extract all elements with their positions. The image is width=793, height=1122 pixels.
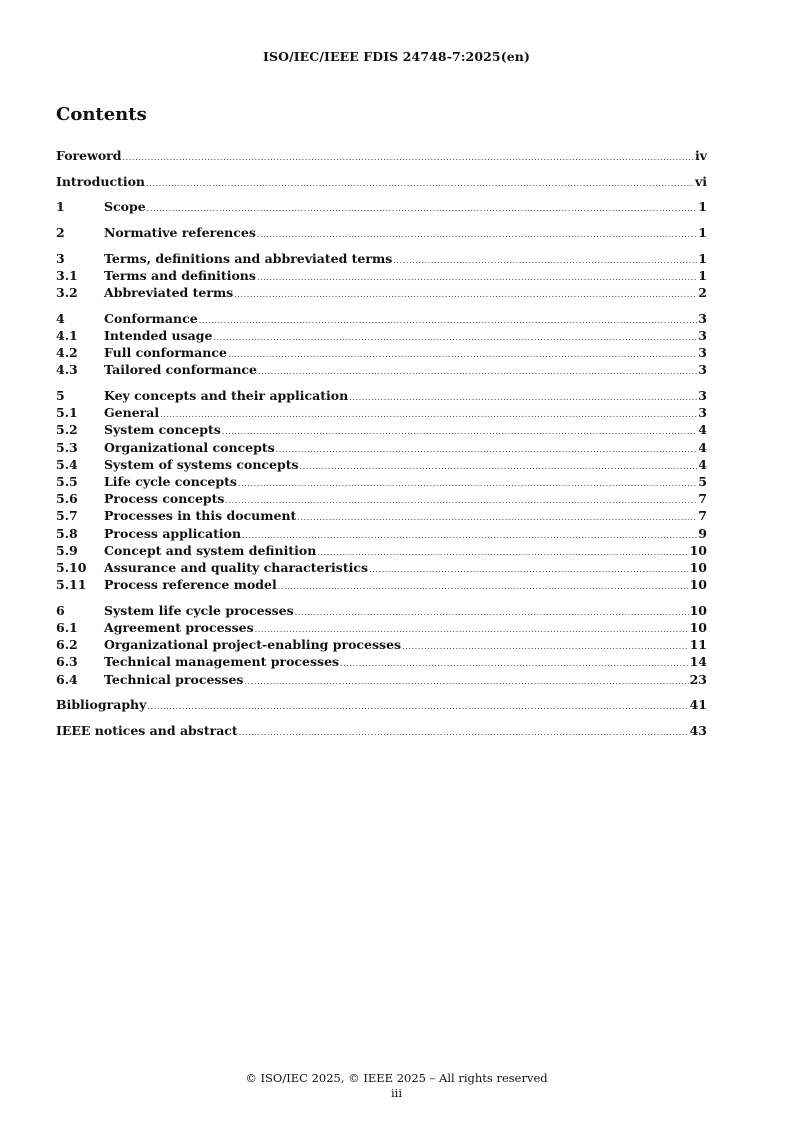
toc-dot-leader	[297, 509, 697, 526]
toc-dot-leader	[369, 561, 689, 578]
page-number: iii	[390, 1086, 403, 1100]
toc-entry-page: 1	[698, 225, 707, 241]
toc-entry[interactable]	[56, 507, 707, 524]
toc-entry-page: 5	[698, 474, 707, 489]
toc-dot-leader	[238, 475, 697, 492]
toc-entry-label: IEEE notices and abstract	[56, 722, 238, 738]
toc-entry-page: 23	[689, 671, 707, 687]
toc-entry[interactable]	[56, 636, 707, 653]
toc-entry-label: System concepts	[104, 422, 221, 438]
copyright-notice: © ISO/IEC 2025, © IEEE 2025 – All rights reserved	[245, 1071, 548, 1085]
toc-dot-leader	[146, 175, 694, 192]
toc-entry-label: Key concepts and their application	[104, 388, 349, 404]
toc-entry-page: 9	[698, 525, 707, 541]
toc-entry[interactable]	[56, 327, 707, 344]
toc-entry[interactable]	[56, 147, 707, 164]
toc-entry-number: 2	[56, 225, 65, 241]
toc-entry[interactable]	[56, 722, 707, 739]
table-of-contents	[56, 147, 707, 739]
toc-entry-label: Terms and definitions	[104, 267, 256, 283]
toc-entry-label: General	[104, 405, 160, 421]
toc-entry-label: Process reference model	[104, 577, 277, 593]
toc-dot-leader	[340, 655, 689, 672]
toc-dot-leader	[295, 604, 689, 621]
toc-entry[interactable]	[56, 173, 707, 190]
toc-entry-page: 3	[698, 362, 707, 378]
toc-entry-label: System of systems concepts	[104, 456, 299, 472]
toc-entry-label: Organizational project-enabling processes	[104, 637, 402, 653]
toc-dot-leader	[257, 269, 697, 286]
toc-entry-label: Normative references	[104, 225, 256, 241]
toc-entry-page: 10	[689, 577, 707, 593]
toc-entry-label: Life cycle concepts	[104, 474, 237, 489]
toc-dot-leader	[213, 329, 697, 346]
toc-dot-leader	[317, 544, 688, 561]
toc-entry-number: 4.2	[56, 345, 78, 361]
toc-entry-label: Introduction	[56, 173, 146, 189]
document-header: ISO/IEC/IEEE FDIS 24748-7:2025(en)	[263, 49, 530, 64]
toc-dot-leader	[257, 226, 697, 243]
toc-entry-number: 5.7	[56, 508, 78, 524]
toc-entry-page: 7	[698, 491, 707, 507]
toc-entry-number: 5.11	[56, 577, 87, 593]
toc-entry-page: 11	[689, 637, 707, 653]
toc-entry-label: Terms, definitions and abbreviated terms	[104, 250, 393, 266]
toc-entry-page: 10	[689, 620, 707, 635]
toc-entry-label: Technical management processes	[104, 654, 340, 670]
toc-entry-label: Organizational concepts	[104, 439, 275, 455]
toc-dot-leader	[276, 441, 698, 458]
toc-entry[interactable]	[56, 490, 707, 507]
toc-entry-page: 4	[698, 422, 707, 438]
toc-entry-page: 7	[698, 508, 707, 524]
toc-entry-page: 10	[689, 542, 707, 558]
toc-entry-number: 6.2	[56, 637, 78, 653]
toc-entry[interactable]	[56, 602, 707, 619]
toc-entry-label: Intended usage	[104, 328, 213, 343]
toc-entry-label: Foreword	[56, 148, 122, 163]
toc-entry-number: 4.3	[56, 362, 78, 378]
toc-entry-number: 3.2	[56, 285, 78, 301]
toc-entry-label: Conformance	[104, 310, 198, 326]
toc-entry-number: 5.2	[56, 422, 78, 438]
toc-entry[interactable]	[56, 696, 707, 713]
toc-dot-leader	[278, 578, 689, 595]
toc-entry-page: 2	[698, 285, 707, 301]
toc-dot-leader	[244, 673, 688, 690]
toc-dot-leader	[300, 458, 698, 475]
toc-entry-number: 4.1	[56, 328, 78, 343]
toc-entry-label: Tailored conformance	[104, 362, 257, 378]
toc-entry-number: 3.1	[56, 267, 78, 283]
toc-dot-leader	[349, 389, 697, 406]
toc-entry-number: 5.5	[56, 474, 78, 489]
toc-entry-page: 10	[689, 602, 707, 618]
toc-entry-number: 5.6	[56, 491, 78, 507]
toc-dot-leader	[228, 346, 697, 363]
toc-entry[interactable]	[56, 250, 707, 267]
toc-entry[interactable]	[56, 671, 707, 688]
toc-entry-number: 6.3	[56, 654, 78, 670]
toc-entry-number: 6	[56, 602, 65, 618]
toc-entry[interactable]	[56, 619, 707, 636]
toc-entry[interactable]	[56, 387, 707, 404]
toc-entry[interactable]	[56, 224, 707, 241]
toc-dot-leader	[147, 200, 698, 217]
toc-entry-label: Processes in this document	[104, 508, 297, 524]
toc-dot-leader	[147, 698, 688, 715]
toc-dot-leader	[222, 423, 698, 440]
toc-entry-number: 5.10	[56, 559, 87, 575]
toc-entry-page: vi	[694, 173, 707, 189]
toc-entry[interactable]	[56, 473, 707, 490]
toc-dot-leader	[402, 638, 689, 655]
toc-entry-number: 5	[56, 388, 65, 404]
toc-dot-leader	[258, 363, 697, 380]
toc-entry-label: Technical processes	[104, 671, 244, 687]
toc-entry[interactable]	[56, 439, 707, 456]
toc-entry-page: 10	[689, 559, 707, 575]
toc-entry-number: 5.4	[56, 456, 78, 472]
toc-entry-page: 4	[698, 439, 707, 455]
toc-entry-number: 1	[56, 199, 65, 215]
toc-entry-page: 3	[698, 388, 707, 404]
toc-dot-leader	[160, 406, 697, 423]
toc-entry-label: Process application	[104, 525, 242, 541]
toc-entry-number: 5.3	[56, 439, 78, 455]
toc-entry[interactable]	[56, 653, 707, 670]
toc-entry-number: 5.1	[56, 405, 78, 421]
toc-entry[interactable]	[56, 421, 707, 438]
toc-entry-page: 3	[698, 310, 707, 326]
toc-entry-page: 3	[698, 345, 707, 361]
toc-entry-number: 5.8	[56, 525, 78, 541]
toc-entry[interactable]	[56, 284, 707, 301]
toc-dot-leader	[234, 286, 697, 303]
toc-entry-label: Abbreviated terms	[104, 285, 234, 301]
toc-entry[interactable]	[56, 542, 707, 559]
toc-entry[interactable]	[56, 404, 707, 421]
toc-entry-label: Agreement processes	[104, 620, 254, 635]
toc-entry-page: iv	[694, 148, 707, 163]
page-footer	[0, 1071, 793, 1101]
toc-entry-label: Process concepts	[104, 491, 225, 507]
toc-entry[interactable]	[56, 198, 707, 215]
toc-entry-page: 41	[689, 697, 707, 713]
toc-entry-page: 1	[698, 199, 707, 215]
toc-dot-leader	[123, 149, 694, 166]
toc-entry-number: 4	[56, 310, 65, 326]
toc-entry[interactable]	[56, 559, 707, 576]
toc-entry[interactable]	[56, 344, 707, 361]
toc-entry[interactable]	[56, 310, 707, 327]
toc-entry-page: 43	[689, 722, 707, 738]
toc-entry[interactable]	[56, 361, 707, 378]
toc-entry-label: Full conformance	[104, 345, 227, 361]
toc-entry-page: 14	[689, 654, 707, 670]
contents-title: Contents	[56, 104, 147, 125]
toc-entry-label: System life cycle processes	[104, 602, 294, 618]
toc-entry-page: 3	[698, 405, 707, 421]
toc-entry-number: 6.1	[56, 620, 78, 635]
toc-entry[interactable]	[56, 456, 707, 473]
toc-entry-label: Concept and system definition	[104, 542, 317, 558]
toc-entry-label: Bibliography	[56, 697, 147, 713]
toc-dot-leader	[199, 312, 698, 329]
toc-entry[interactable]	[56, 525, 707, 542]
toc-entry[interactable]	[56, 267, 707, 284]
toc-entry-number: 6.4	[56, 671, 78, 687]
toc-entry-number: 3	[56, 250, 65, 266]
toc-entry-label: Scope	[104, 199, 146, 215]
toc-entry-page: 1	[698, 267, 707, 283]
toc-entry-label: Assurance and quality characteristics	[104, 559, 369, 575]
toc-entry-page: 1	[698, 250, 707, 266]
toc-dot-leader	[239, 724, 689, 741]
toc-entry-number: 5.9	[56, 542, 78, 558]
toc-entry[interactable]	[56, 576, 707, 593]
toc-entry-page: 4	[698, 456, 707, 472]
toc-entry-page: 3	[698, 328, 707, 343]
toc-dot-leader	[393, 252, 697, 269]
